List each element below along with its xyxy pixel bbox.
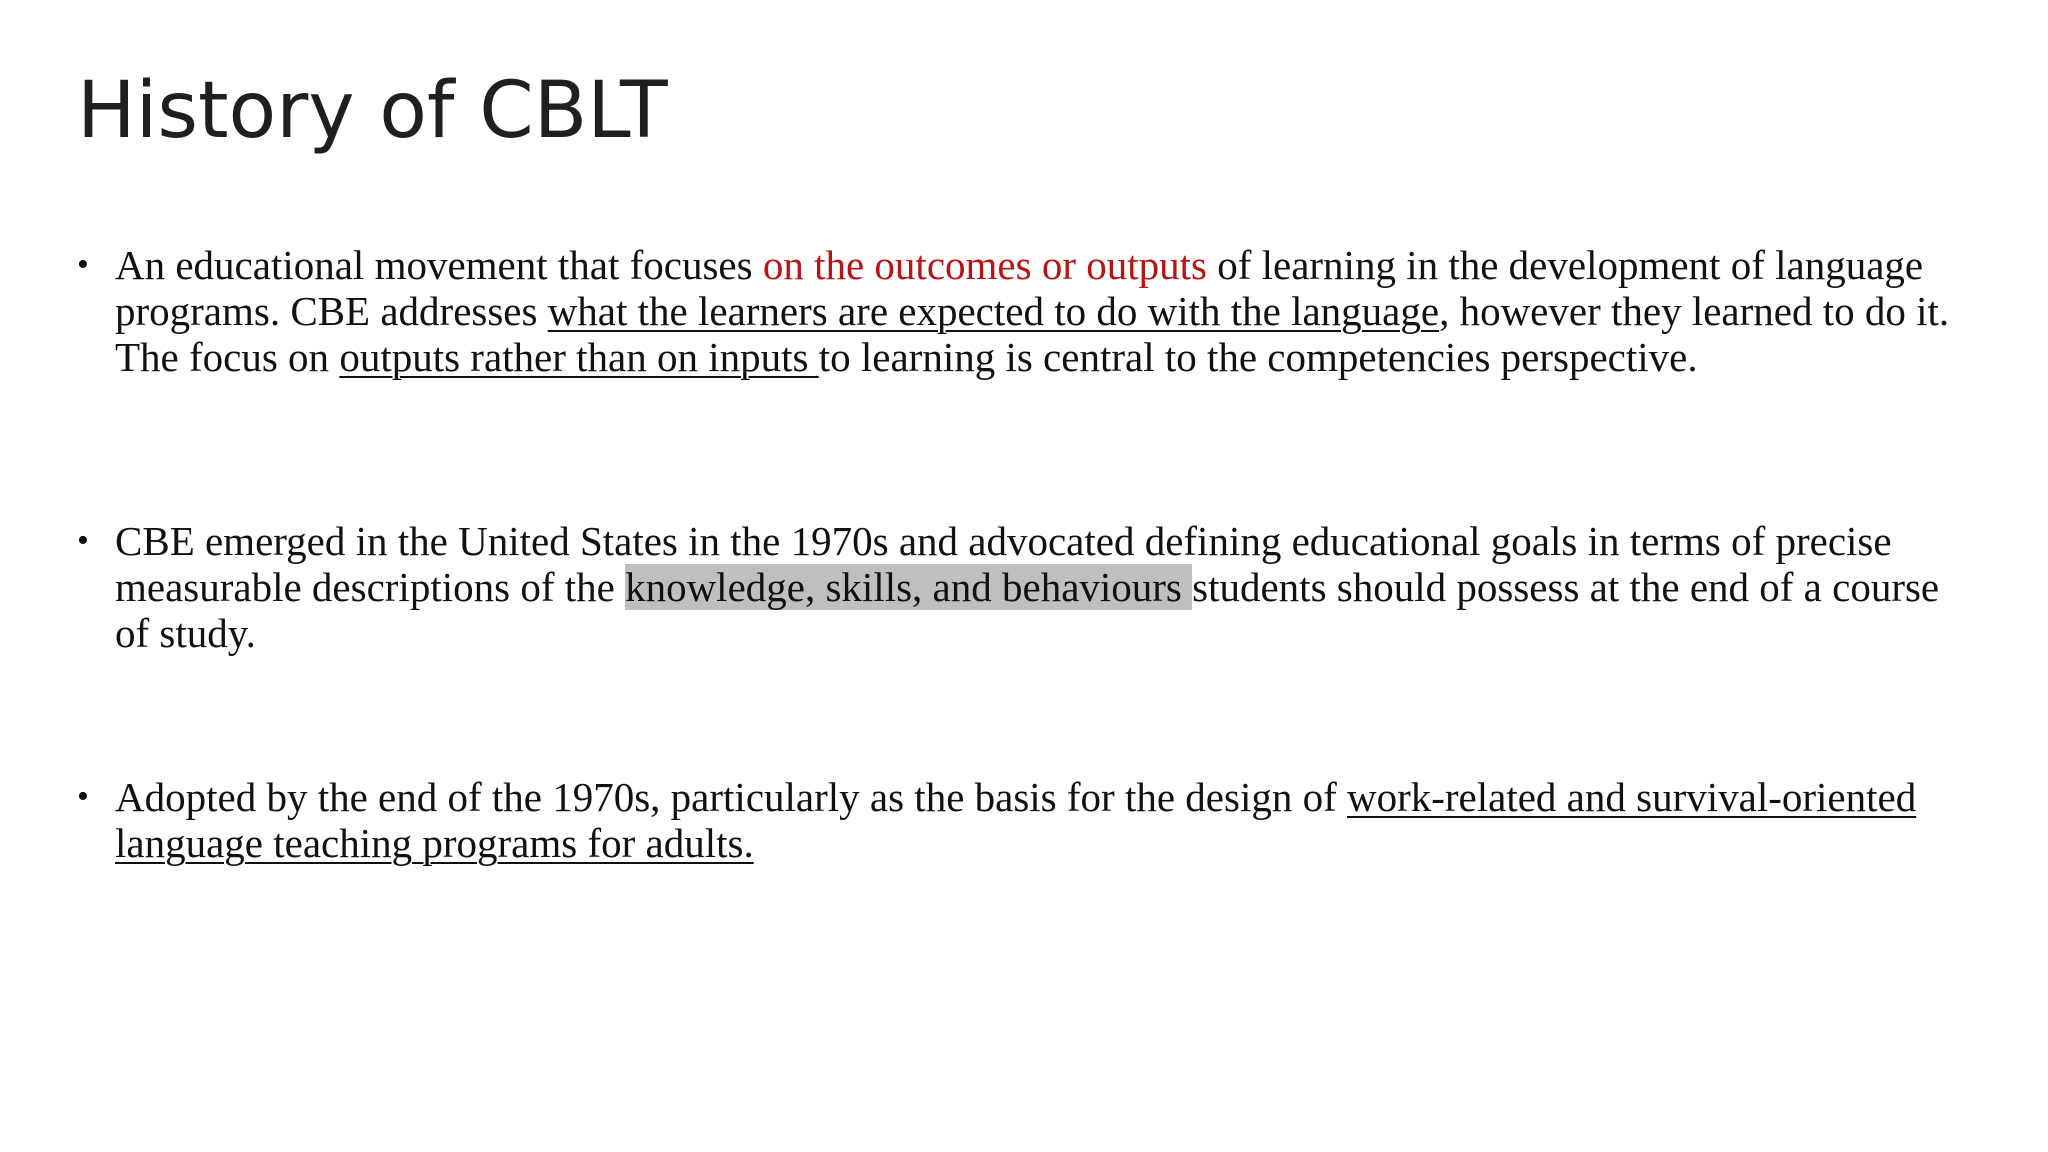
underlined-text: outputs rather than on inputs [339, 334, 819, 380]
bullet-item [77, 518, 1957, 656]
underlined-text: work-related and survival-oriented language teaching programs for adults. [115, 774, 1917, 866]
text-run: students should possess at the end of a course of study. [115, 564, 1940, 656]
text-run: of learning in the development of language programs. CBE addresses [115, 242, 1924, 334]
emphasis-red-text: on the outcomes or outputs [762, 242, 1207, 288]
slide-title: History of CBLT [77, 66, 668, 156]
bullet-dot-icon: • [77, 246, 89, 283]
text-run: , however they learned to do it. The focus on [115, 288, 1950, 380]
bullet-text [115, 774, 1957, 866]
bullet-item [77, 774, 1957, 866]
bullet-item [77, 242, 1957, 380]
bullet-dot-icon: • [77, 522, 89, 559]
highlighted-text: knowledge, skills, and behaviours [625, 564, 1193, 610]
text-run: CBE emerged in the United States in the 1970s and advocated defining educational goals in terms of precise measurable descriptions of the [115, 518, 1892, 610]
text-run: to learning is central to the competencies perspective. [818, 334, 1698, 380]
text-run: An educational movement that focuses [115, 242, 763, 288]
text-run: Adopted by the end of the 1970s, particularly as the basis for the design of [115, 774, 1347, 820]
bullet-dot-icon: • [77, 778, 89, 815]
bullet-text [115, 242, 1957, 380]
bullet-text [115, 518, 1957, 656]
underlined-text: what the learners are expected to do with the language [547, 288, 1440, 334]
